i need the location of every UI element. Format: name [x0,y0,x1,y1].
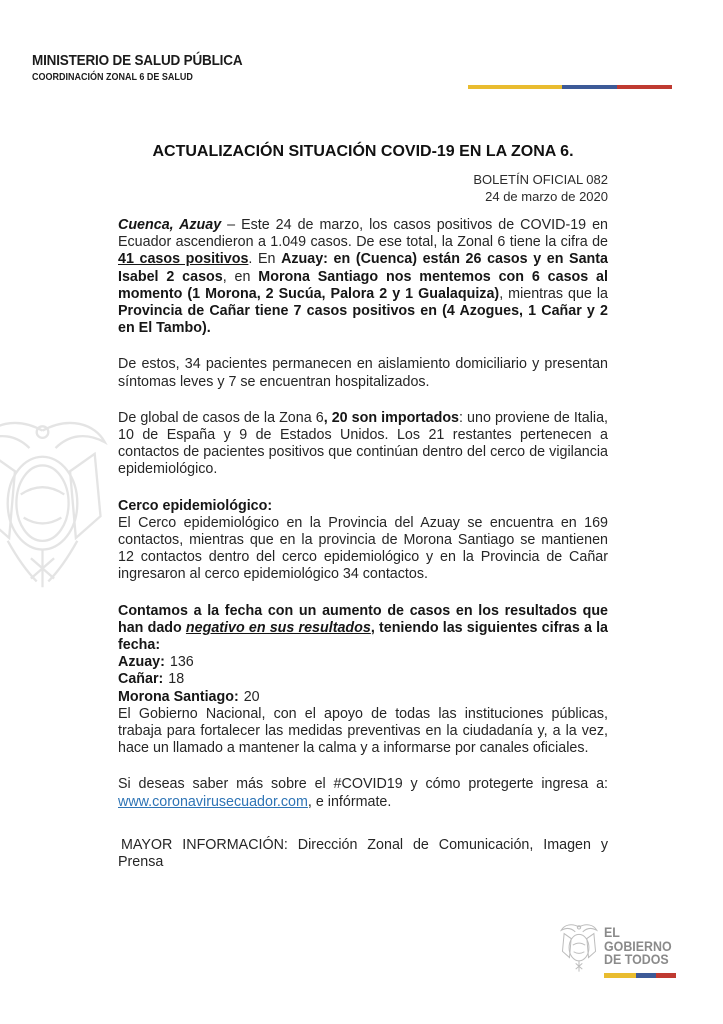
text-run: , e infórmate. [307,793,392,810]
stat-value: 136 [169,654,194,671]
bulletin-number: BOLETÍN OFICIAL 082 [473,172,608,187]
paragraph-isolation [118,356,608,390]
text-run: Provincia de Cañar tiene 7 casos positivos en (4 Azogues, 1 Cañar y 2 en El Tambo). [118,303,608,337]
text-run: De estos, 34 pacientes permanecen en aislamiento domiciliario y presentan síntomas leves y 7 se encuentran hospitalizados. [118,356,608,390]
text-run: , 20 son importados [323,409,460,426]
logo-line-gobierno: GOBIERNO [604,938,672,954]
text-run: Cuenca, Azuay [118,217,222,233]
text-run: , mientras que la [499,285,608,302]
text-run: El Gobierno Nacional, con el apoyo de todas las instituciones públicas, trabaja para fortalecer las medidas preventivas en la ciudadanía y, a la vez, hace un llamado a mantener la calma y a informarse por canales oficiales. [118,705,608,757]
paragraph-cerco-detail [118,515,608,584]
paragraph-cases-summary [118,217,608,337]
ecuador-coat-of-arms-icon [556,922,602,984]
text-run: Azuay: en (Cuenca) están 26 casos y en Santa Isabel 2 casos [118,251,608,285]
text-run: MAYOR INFORMACIÓN: Dirección Zonal de Comunicación, Imagen y Prensa [118,836,608,871]
paragraph-negative-results [118,603,608,655]
text-run: De global de casos de la Zona 6 [118,409,324,426]
ecuador-coat-of-arms-watermark [0,412,115,632]
ecuador-flag-stripe-top [468,85,672,89]
flag-yellow-segment [468,85,562,89]
zonal-coordination-label: COORDINACIÓN ZONAL 6 DE SALUD [32,72,193,83]
gobierno-de-todos-logo [556,920,686,990]
flag-red-segment [656,973,676,978]
document-title: ACTUALIZACIÓN SITUACIÓN COVID-19 EN LA ZONA 6. [152,143,574,160]
text-run: negativo en sus resultados [185,619,371,636]
text-run: Cerco epidemiológico: [118,497,273,514]
stat-value: 20 [243,688,260,705]
stat-label: Morona Santiago: [118,688,239,705]
text-run: Contamos a la fecha con un aumento de casos en los resultados que han dado [118,602,608,636]
cerco-heading [118,498,608,515]
gobierno-de-todos-wordmark [604,926,672,967]
coronavirus-ecuador-url-link[interactable]: www.coronavirusecuador.com [118,793,308,810]
paragraph-more-information [118,837,608,871]
text-run: Morona Santiago nos mentemos con 6 casos al momento (1 Morona, 2 Sucúa, Palora 2 y 1 Gualaquiza) [118,268,608,302]
paragraph-covid-info-link [118,776,608,810]
text-run: El Cerco epidemiológico en la Provincia del Azuay se encuentra en 169 contactos, mientras que en la provincia de Morona Santiago se mantienen 12 contactos dentro del cerco epidemiológico y en la Provincia de Cañar ingresaron al cerco epidemiológico 34 contactos. [118,514,608,583]
bulletin-block [118,172,608,205]
text-run: – Este 24 de marzo, los casos positivos de COVID-19 en Ecuador ascendieron a 1.049 casos. De ese total, la Zonal 6 tiene la cifra de [118,217,609,251]
flag-yellow-segment [604,973,636,978]
logo-line-de-todos: DE TODOS [604,952,669,967]
stat-canar [118,671,608,688]
stat-morona-santiago [118,689,608,706]
ministry-name: MINISTERIO DE SALUD PÚBLICA [32,52,243,69]
stat-label: Azuay: [118,654,165,671]
text-run: Si deseas saber más sobre el #COVID19 y cómo protegerte ingresa a: [118,776,608,793]
text-run: , en [222,268,259,285]
stat-value: 18 [168,671,185,688]
flag-red-segment [617,85,672,89]
paragraph-imported-cases [118,410,608,479]
text-run: : uno proviene de Italia, 10 de España y 9 de Estados Unidos. Los 21 restantes pertenecen a contactos de pacientes positivos que continúan dentro del cerco de vigilancia epidemiológico. [118,409,608,478]
ecuador-flag-stripe-footer [604,973,676,978]
flag-blue-segment [562,85,617,89]
stat-azuay [118,654,608,671]
text-run: . En [248,251,282,268]
bulletin-date: 24 de marzo de 2020 [485,188,608,204]
stat-label: Cañar: [118,671,164,688]
logo-line-el: EL [604,925,620,940]
paragraph-government [118,706,608,758]
text-run: , teniendo las siguientes cifras a la fecha: [118,619,609,654]
document-content [118,142,608,890]
flag-blue-segment [636,973,656,978]
text-run: 41 casos positivos [118,251,249,268]
